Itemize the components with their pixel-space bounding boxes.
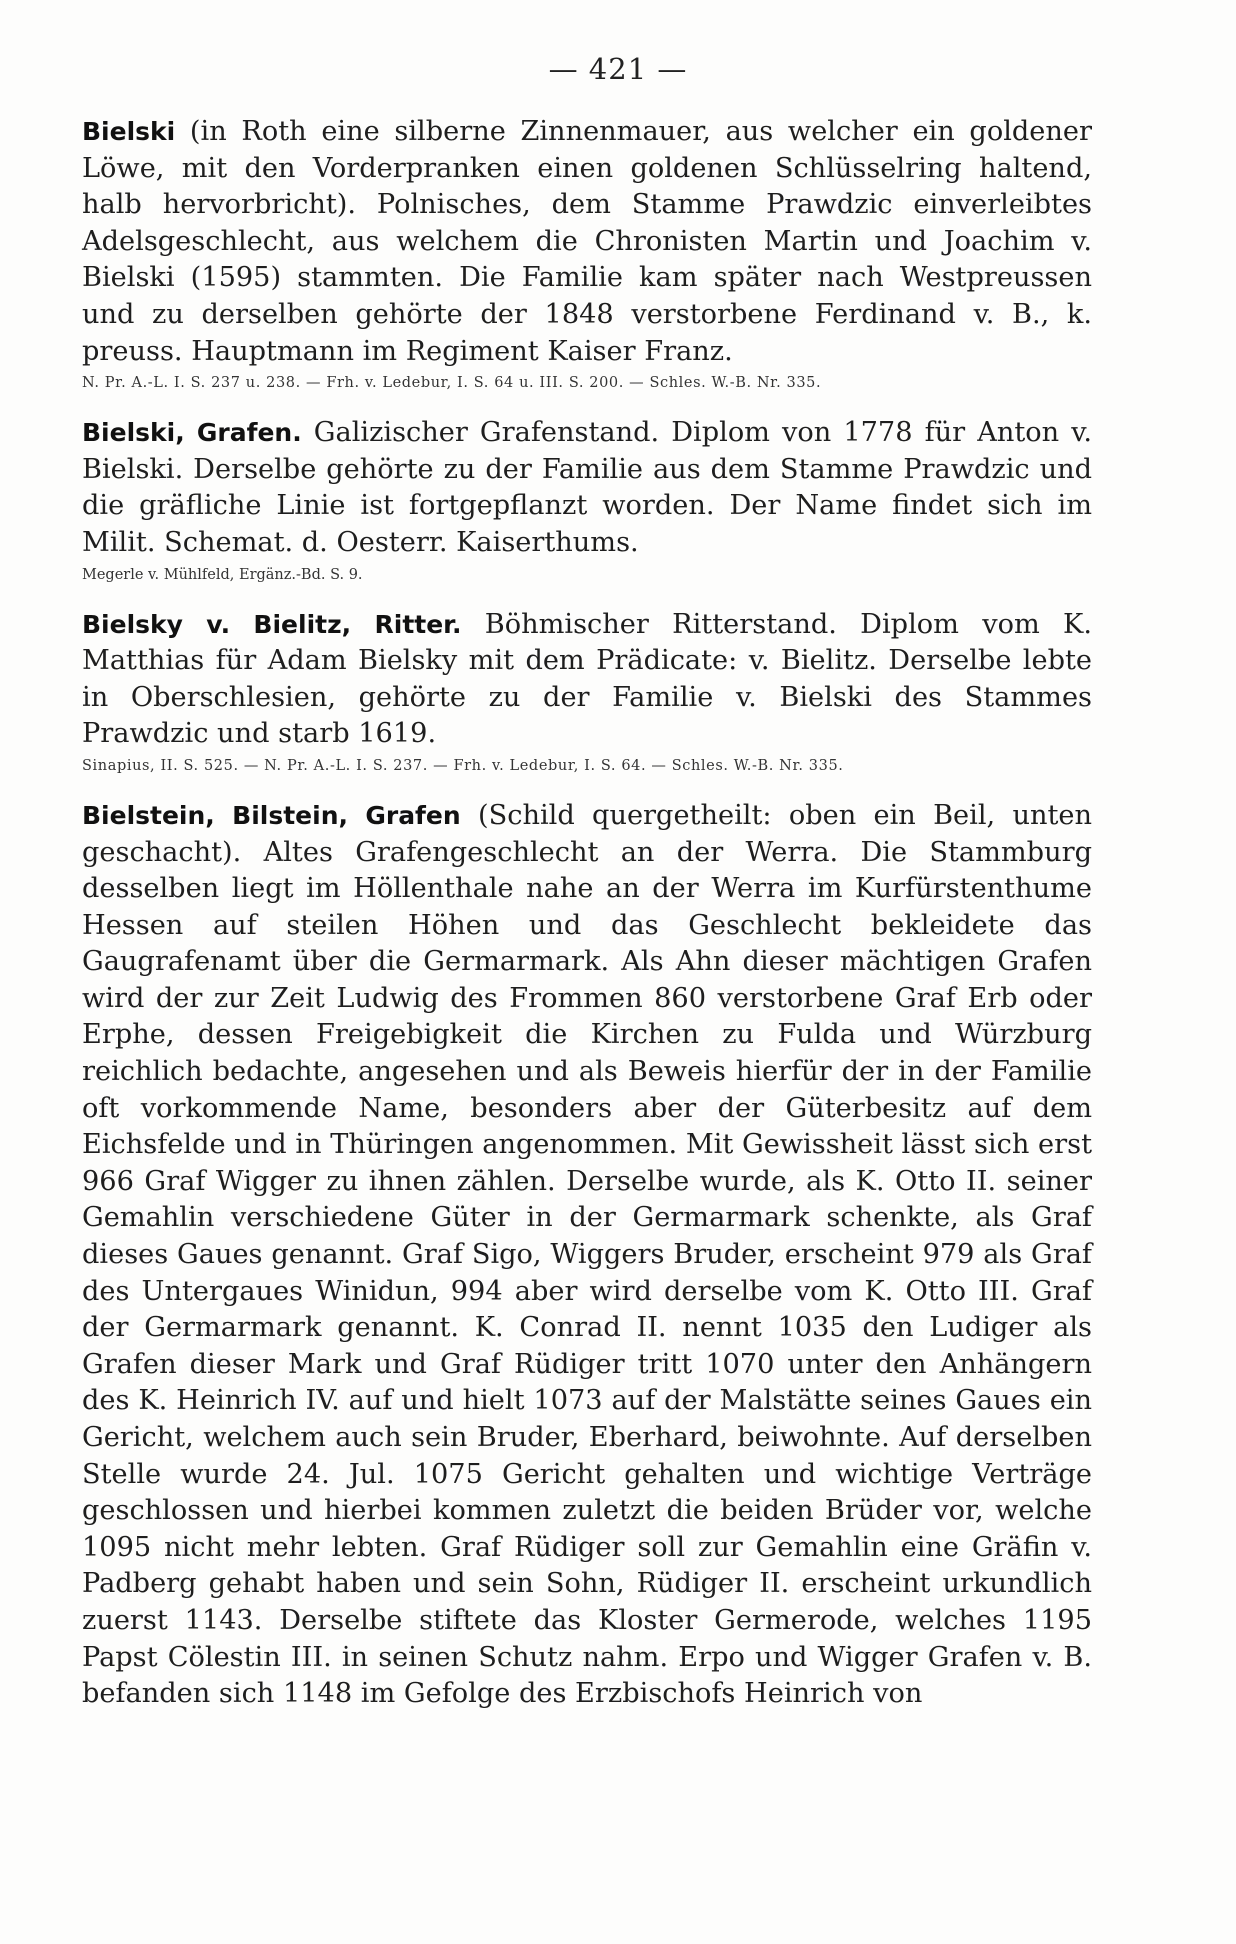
page-number: — 421 — [548, 52, 688, 86]
entry-bielsky-ritter [82, 607, 1092, 776]
entry-text: Böhmischer Ritterstand. Diplom vom K. Matthias für Adam Bielsky mit dem Prädicate: v. Bielitz. Derselbe lebte in Oberschlesien, gehörte zu der Familie v. Bielski des Stammes Prawdzic und starb 1619. [82, 608, 1092, 750]
entry-headword: Bielski, Grafen. [82, 418, 302, 448]
entry-bielski [82, 114, 1092, 393]
entry-text: (in Roth eine silberne Zinnenmauer, aus welcher ein goldener Löwe, mit den Vorderpranken einen goldenen Schlüsselring haltend, halb hervorbricht). Polnisches, dem Stamme Prawdzic einverleibtes Adelsgeschlecht, aus welchem die Chronisten Martin und Joachim v. Bielski (1595) stammten. Die Familie kam später nach Westpreussen und zu derselben gehörte der 1848 verstorbene Ferdinand v. B., k. preuss. Hauptmann im Regiment Kaiser Franz. [82, 116, 1092, 367]
entry-headword: Bielsky v. Bielitz, Ritter. [82, 609, 462, 639]
entry-paragraph [82, 114, 1092, 370]
page-body [82, 114, 1092, 1713]
entry-references: Sinapius, II. S. 525. — N. Pr. A.-L. I. S. 237. — Frh. v. Ledebur, I. S. 64. — Schles. W.-B. Nr. 335. [82, 757, 844, 774]
entry-bielski-grafen [82, 415, 1092, 584]
entry-paragraph [82, 607, 1092, 753]
entry-bielstein-grafen [82, 798, 1092, 1713]
entry-text: (Schild quergetheilt: oben ein Beil, unten geschacht). Altes Grafengeschlecht an der Werra. Die Stammburg desselben liegt im Höllenthale nahe an der Werra im Kurfürstenthume Hessen auf steilen Höhen und das Geschlecht bekleidete das Gaugrafenamt über die Germarmark. Als Ahn dieser mächtigen Grafen wird der zur Zeit Ludwig des Frommen 860 verstorbene Graf Erb oder Erphe, dessen Freigebigkeit die Kirchen zu Fulda und Würzburg reichlich bedachte, angesehen und als Beweis hierfür der in der Familie oft vorkommende Name, besonders aber der Güterbesitz auf dem Eichsfelde und in Thüringen angenommen. Mit Gewissheit lässt sich erst 966 Graf Wigger zu ihnen zählen. Derselbe wurde, als K. Otto II. seiner Gemahlin verschiedene Güter in der Germarmark schenkte, als Graf dieses Gaues genannt. Graf Sigo, Wiggers Bruder, erscheint 979 als Graf des Untergaues Winidun, 994 aber wird derselbe vom K. Otto III. Graf der Germarmark genannt. K. Conrad II. nennt 1035 den Ludiger als Grafen dieser Mark und Graf Rüdiger tritt 1070 unter den Anhängern des K. Heinrich IV. auf und hielt 1073 auf der Malstätte seines Gaues ein Gericht, welchem auch sein Bruder, Eberhard, beiwohnte. Auf derselben Stelle wurde 24. Jul. 1075 Gericht gehalten und wichtige Verträge geschlossen und hierbei kommen zuletzt die beiden Brüder vor, welche 1095 nicht mehr lebten. Graf Rüdiger soll zur Gemahlin eine Gräfin v. Padberg gehabt haben und sein Sohn, Rüdiger II. erscheint urkundlich zuerst 1143. Derselbe stiftete das Kloster Germerode, welches 1195 Papst Cölestin III. in seinen Schutz nahm. Erpo und Wigger Grafen v. B. befanden sich 1148 im Gefolge des Erzbischofs Heinrich von [82, 799, 1093, 1710]
entry-text: Galizischer Grafenstand. Diplom von 1778 für Anton v. Bielski. Derselbe gehörte zu der Familie aus dem Stamme Prawdzic und die gräfliche Linie ist fortgepflanzt worden. Der Name findet sich im Milit. Schemat. d. Oesterr. Kaiserthums. [82, 417, 1092, 558]
entry-paragraph [82, 798, 1092, 1713]
entry-references: Megerle v. Mühlfeld, Ergänz.-Bd. S. 9. [82, 566, 363, 583]
entry-headword: Bielstein, Bilstein, Grafen [82, 800, 461, 830]
entry-headword: Bielski [82, 117, 176, 146]
entry-references: N. Pr. A.-L. I. S. 237 u. 238. — Frh. v. Ledebur, I. S. 64 u. III. S. 200. — Schles. W.-B. Nr. 335. [82, 375, 822, 392]
entry-paragraph [82, 415, 1092, 561]
